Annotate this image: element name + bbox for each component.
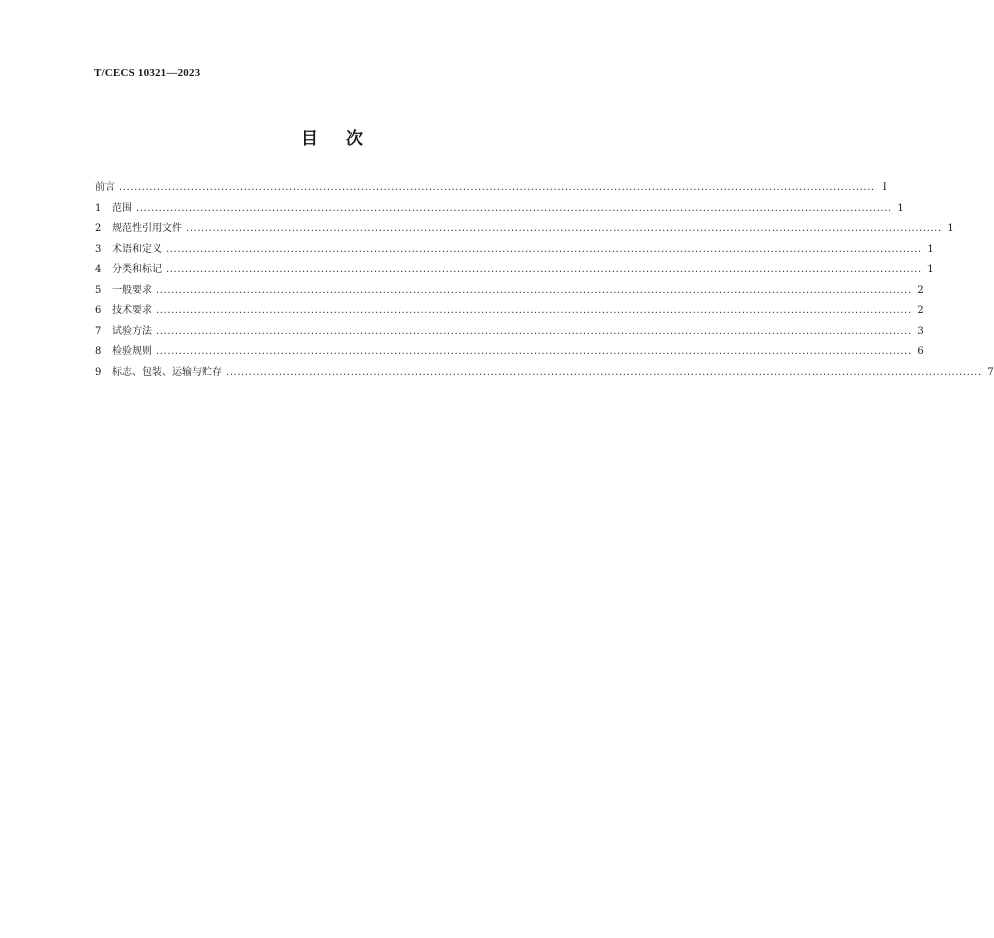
- toc-title-char-1: 目: [301, 129, 318, 149]
- toc-entry-number: 5: [95, 284, 102, 296]
- toc-entry-label: 范围: [112, 202, 132, 214]
- toc-entry-label: 标志、包装、运输与贮存: [112, 366, 222, 378]
- toc-entry-5[interactable]: [95, 281, 924, 302]
- toc-leader-dots: ........................................................................................................................................................................................................: [119, 182, 875, 193]
- toc-entry-number: 3: [95, 243, 102, 255]
- toc-entry-3[interactable]: [95, 240, 934, 261]
- toc-entry-label: 检验规则: [112, 346, 152, 357]
- toc-entry-number: 9: [95, 366, 102, 378]
- toc-entry-number: 2: [95, 223, 102, 234]
- toc-entry-label: 前言: [95, 182, 115, 193]
- toc-entry-page: Ⅰ: [882, 182, 887, 193]
- toc-entry-page: 1: [897, 202, 904, 214]
- toc-leader-dots: ........................................................................................................................................................................................................: [136, 202, 892, 214]
- toc-leader-dots: ........................................................................................................................................................................................................: [166, 243, 922, 255]
- toc-entry-1[interactable]: [95, 199, 904, 220]
- toc-entry-label: 技术要求: [112, 305, 152, 316]
- toc-entry-number: 4: [95, 264, 102, 275]
- toc-entry-label: 试验方法: [112, 325, 152, 337]
- toc-entry-6[interactable]: [95, 301, 924, 322]
- toc-leader-dots: ........................................................................................................................................................................................................: [156, 346, 912, 357]
- toc-title-char-2: 次: [346, 129, 363, 149]
- toc-leader-dots: ........................................................................................................................................................................................................: [226, 366, 982, 378]
- toc-entry-preface[interactable]: [95, 178, 887, 199]
- toc-entry-page: 3: [917, 325, 924, 337]
- toc-entry-label: 分类和标记: [112, 264, 162, 275]
- toc-entry-number: 7: [95, 325, 102, 337]
- toc-leader-dots: ........................................................................................................................................................................................................: [156, 284, 912, 296]
- toc-leader-dots: ........................................................................................................................................................................................................: [166, 264, 922, 275]
- toc-entry-page: 6: [917, 346, 924, 357]
- toc-entry-label: 术语和定义: [112, 243, 162, 255]
- toc-entry-label: 一般要求: [112, 284, 152, 296]
- toc-entry-7[interactable]: [95, 322, 924, 343]
- toc-entry-4[interactable]: [95, 260, 934, 281]
- toc-entry-page: 1: [927, 264, 934, 275]
- toc-entry-2[interactable]: [95, 219, 954, 240]
- toc-entry-page: 1: [947, 223, 954, 234]
- toc-entry-page: 2: [917, 305, 924, 316]
- toc-entry-number: 6: [95, 305, 102, 316]
- toc-entry-number: 8: [95, 346, 102, 357]
- toc-entry-9[interactable]: [95, 363, 994, 384]
- toc-leader-dots: ........................................................................................................................................................................................................: [156, 305, 912, 316]
- document-code: T/CECS 10321—2023: [94, 67, 201, 79]
- toc-title: [0, 124, 664, 149]
- toc-entry-number: 1: [95, 202, 102, 214]
- toc-entry-page: 1: [927, 243, 934, 255]
- toc-entry-page: 7: [987, 366, 994, 378]
- toc-entry-8[interactable]: [95, 342, 924, 363]
- toc-leader-dots: ........................................................................................................................................................................................................: [186, 223, 942, 234]
- table-of-contents: [95, 178, 994, 383]
- toc-entry-page: 2: [917, 284, 924, 296]
- toc-entry-label: 规范性引用文件: [112, 223, 182, 234]
- toc-leader-dots: ........................................................................................................................................................................................................: [156, 325, 912, 337]
